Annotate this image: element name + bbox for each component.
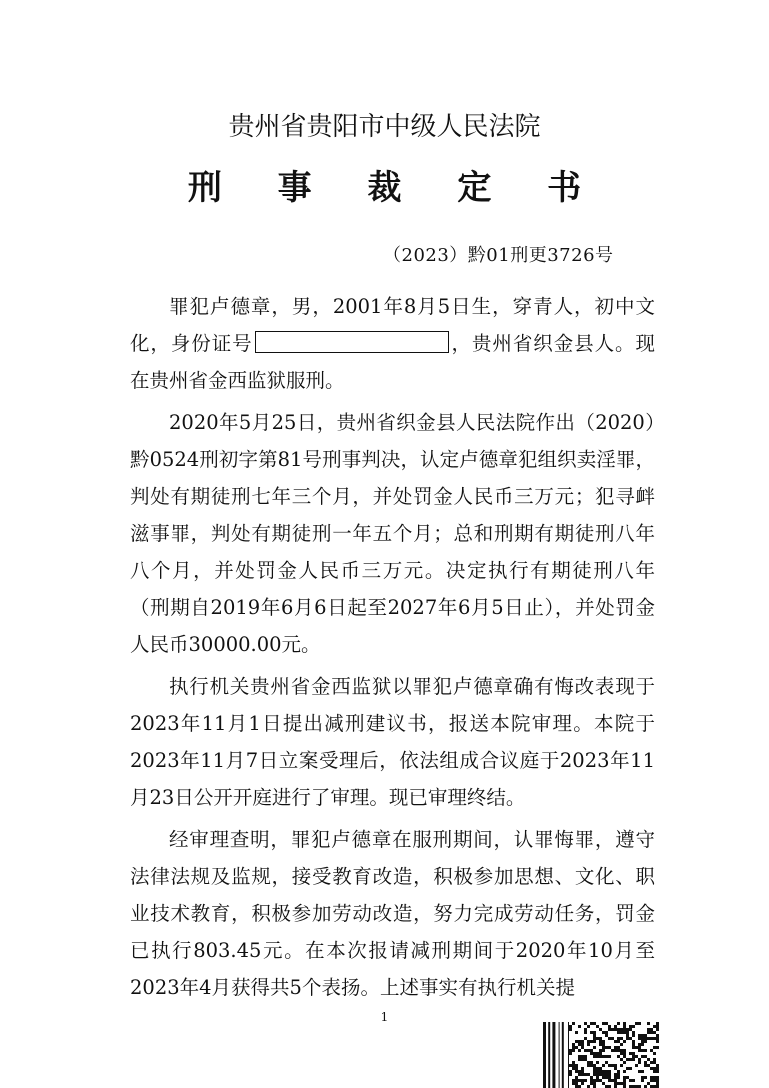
document-type-title: 刑 事 裁 定 书 xyxy=(187,168,604,208)
case-number: （2023）黔01刑更3726号 xyxy=(383,245,614,266)
document-body xyxy=(130,288,655,1011)
paragraph-defendant-info-start: 罪犯卢德章，男，2001年8月5日生，穿青人，初中文化，身份证号 xyxy=(130,295,655,355)
paragraph-findings: 经审理查明，罪犯卢德章在服刑期间，认罪悔罪，遵守法律法规及监规，接受教育改造，积极参加思想、文化、职业技术教育，积极参加劳动改造，努力完成劳动任务，罚金已执行803.45元。在本次报请减刑期间于2020年10月至2023年4月获得共5个表扬。上述事实有执行机关提 xyxy=(130,828,655,999)
paragraph-original-judgment: 2020年5月25日，贵州省织金县人民法院作出（2020）黔0524刑初字第81号刑事判决，认定卢德章犯组织卖淫罪，判处有期徒刑七年三个月，并处罚金人民币三万元；犯寻衅滋事罪，判处有期徒刑一年五个月；总和刑期有期徒刑八年八个月，并处罚金人民币三万元。决定执行有期徒刑八年（刑期自2019年6月6日起至2027年6月5日止），并处罚金人民币30000.00元。 xyxy=(130,411,655,656)
qr-code-image xyxy=(543,1022,659,1088)
qr-matrix xyxy=(569,1022,659,1088)
barcode-left-bars xyxy=(543,1022,569,1088)
redacted-id-box xyxy=(255,331,449,353)
paragraph-defendant-info xyxy=(130,288,655,399)
page-number: 1 xyxy=(380,1010,389,1024)
court-name: 贵州省贵阳市中级人民法院 xyxy=(228,112,541,142)
paragraph-defendant-info-end: ，贵州省织金县人。现在贵州省金西监狱服刑。 xyxy=(130,332,655,392)
paragraph-commutation-proposal: 执行机关贵州省金西监狱以罪犯卢德章确有悔改表现于2023年11月1日提出减刑建议书，报送本院审理。本院于2023年11月7日立案受理后，依法组成合议庭于2023年11月23日公开开庭进行了审理。现已审理终结。 xyxy=(130,675,655,809)
